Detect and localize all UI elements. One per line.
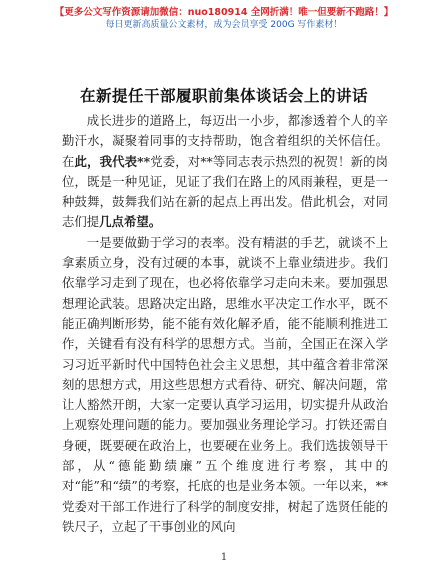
para1-bold-d: 几点希望。 [99,214,162,230]
paragraph-1 [62,111,388,233]
promo-banner [0,6,448,31]
paragraph-2: 一是要做勤于学习的表率。没有精湛的手艺，就谈不上拿素质立身，没有过硬的本事，就谈不上靠业绩进步。我们依靠学习走到了现在，也必将依靠学习走向未来。要加强思想理论武装。思路决定出路，思维水平决定工作水平，既不能正确判断形势，能不能有效化解矛盾，能不能顺利推进工作，关键看有没有科学的思想方式。当前，全国正在深入学习习近平新时代中国特色社会主义思想，其中蕴含着非常深刻的思想方式，用这些思想方式看待、研究、解决问题，常让人豁然开朗，大家一定要认真学习运用，切实提升从政治上观察处理问题的能力。要加强业务理论学习。打铁还需自身硬，既要硬在政治上，也要硬在业务上。我们选拔领导干部，从“德能勤绩廉”五个维度进行考察，其中的对“能”和“绩”的考察，托底的也是业务本领。一年以来，**党委对干部工作进行了科学的制度安排，树起了选贤任能的铁尺子，立起了干事创业的风向 [62,234,388,534]
para1-bold-b: 此，我代表** [74,153,151,169]
document-title: 在新提任干部履职前集体谈话会上的讲话 [79,87,368,105]
para1-text-c: 党委，对**等同志表示热烈的祝贺！新的岗位，既是一种见证，见证了我们在路上的风雨兼程，更是一种鼓舞，鼓舞我们站在新的起点上再出发。借此机会，对同志们提 [62,153,389,230]
document-body [62,111,388,537]
page-number: 1 [220,552,228,563]
banner-line-blue: 每日更新高质量公文素材，成为会员享受 200G 写作素材！ [105,20,343,30]
banner-line-red: 【更多公文写作资源请加微信：nuo180914 全网折满！唯一但要新不跑路！】 [54,7,394,18]
para1-text-a: 成长进步的道路上，每迈出一小步，都渗透着个人的辛勤汗水，凝聚着同事的支持帮助，饱含着组织的关怀信任。在 [62,113,388,169]
